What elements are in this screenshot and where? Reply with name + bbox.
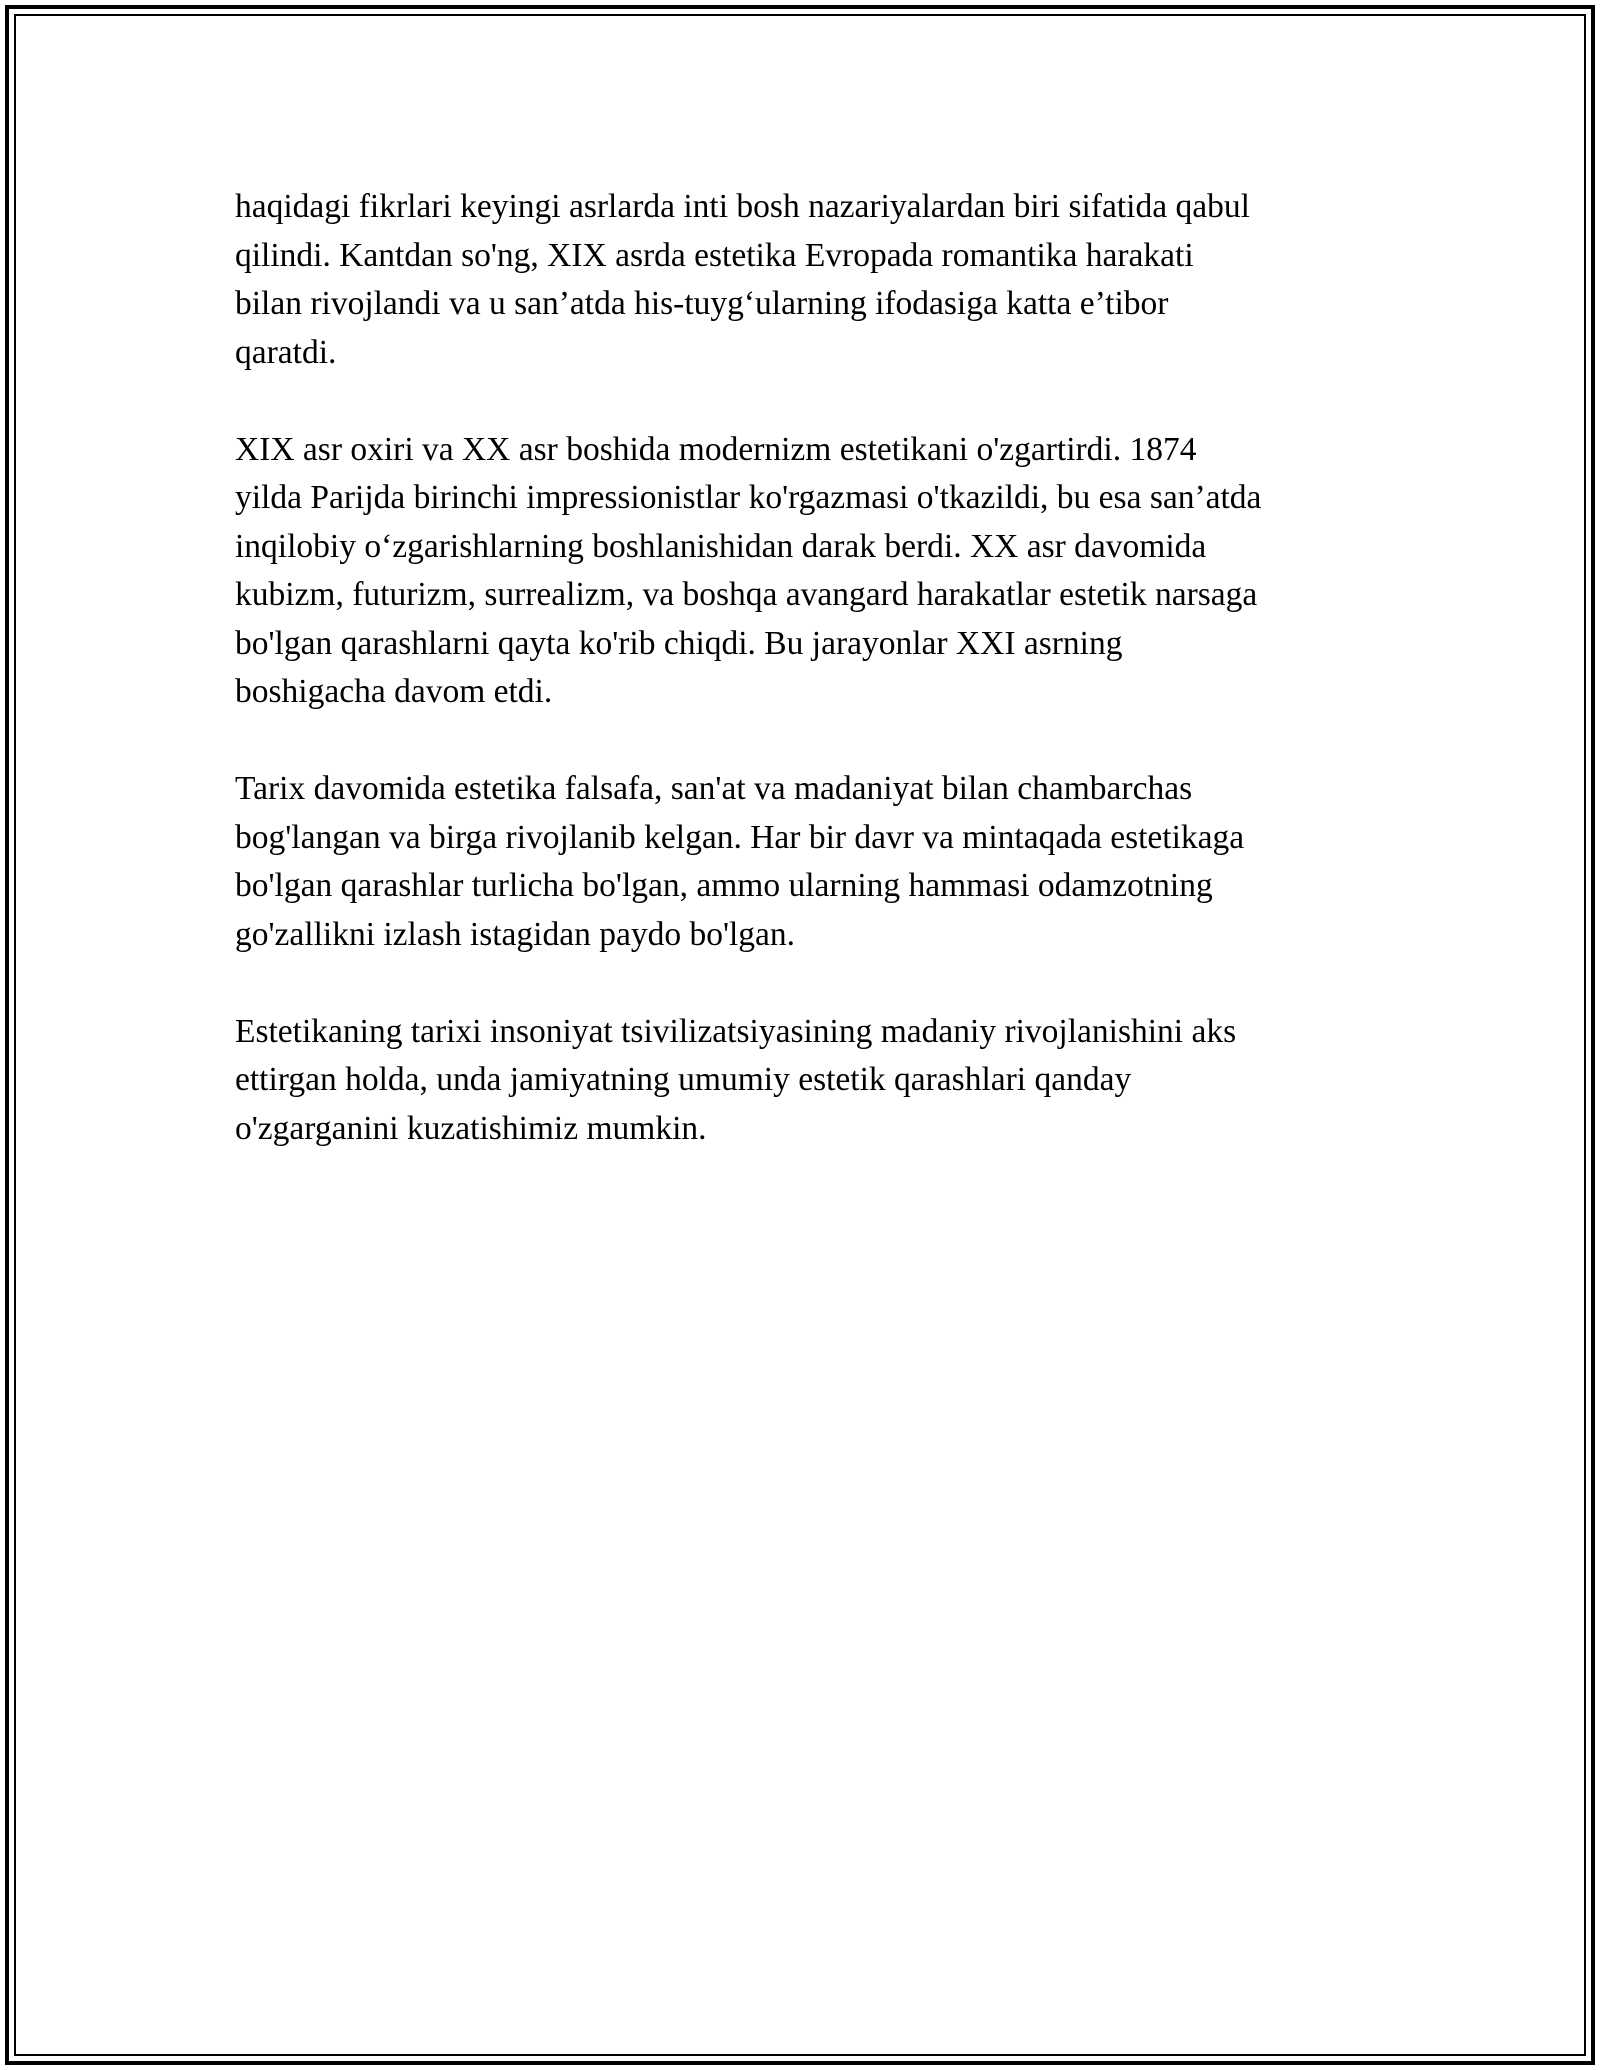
paragraph-history-overview: Tarix davomida estetika falsafa, san'at va madaniyat bilan chambarchas bog'langan va birga rivojlanib kelgan. Har bir davr va mintaqada estetikaga bo'lgan qarashlar turlicha bo'lgan, ammo ularning hammasi odamzotning go'zallikni izlash istagidan paydo bo'lgan. xyxy=(235,770,1245,953)
paragraph-romanticism: haqidagi fikrlari keyingi asrlarda inti bosh nazariyalardan biri sifatida qabul qilindi. Kantdan so'ng, XIX asrda estetika Evropada romantika harakati bilan rivojlandi va u san’atda his-tuyg‘ularning ifodasiga katta e’tibor qaratdi. xyxy=(235,188,1250,371)
document-body xyxy=(235,183,1365,1202)
paragraph-conclusion: Estetikaning tarixi insoniyat tsivilizatsiyasining madaniy rivojlanishini aks ettirgan holda, unda jamiyatning umumiy estetik qarashlari qanday o'zgarganini kuzatishimiz mumkin. xyxy=(235,1012,1237,1147)
paragraph-modernism: XIX asr oxiri va XX asr boshida modernizm estetikani o'zgartirdi. 1874 yilda Parijda birinchi impressionistlar ko'rgazmasi o'tkazildi, bu esa san’atda inqilobiy o‘zgarishlarning boshlanishidan darak berdi. XX asr davomida kubizm, futurizm, surrealizm, va boshqa avangard harakatlar estetik narsaga bo'lgan qarashlarni qayta ko'rib chiqdi. Bu jarayonlar XXI asrning boshigacha davom etdi. xyxy=(235,430,1262,710)
